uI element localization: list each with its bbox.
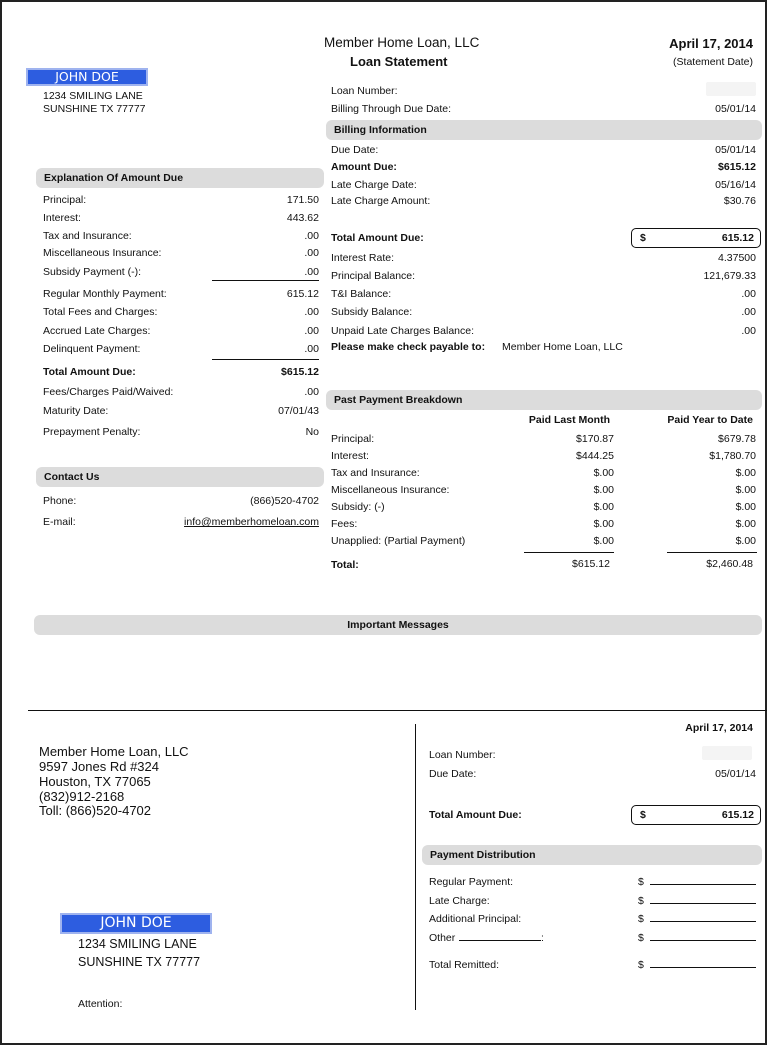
billing-balance-0-label: Interest Rate: <box>331 252 395 264</box>
past-payment-month-4: $.00 <box>593 501 614 513</box>
billing-item-3-row <box>331 194 756 208</box>
coupon-sender-line2: 9597 Jones Rd #324 <box>39 759 159 774</box>
coupon-total-value: 615.12 <box>721 809 754 821</box>
billing-information-heading: Billing Information <box>326 120 762 140</box>
coupon-due-date-value: 05/01/14 <box>715 768 756 780</box>
contact-email-link[interactable]: info@memberhomeloan.com <box>184 516 319 528</box>
billing-balance-0-value: 4.37500 <box>718 252 756 264</box>
coupon-sender-line5: Toll: (866)520-4702 <box>39 803 152 818</box>
explanation-payment-1-row <box>43 305 319 319</box>
statement-date-caption: (Statement Date) <box>673 56 753 68</box>
past-ytd-total-rule <box>667 552 757 553</box>
contact-phone-value[interactable]: (866)520-4702 <box>250 495 319 507</box>
explanation-extra-0-row <box>43 385 319 399</box>
billing-item-1-row <box>331 160 756 174</box>
explanation-subtotal-rule <box>212 280 319 281</box>
past-total-month: $615.12 <box>572 558 610 570</box>
past-total-row <box>331 558 756 572</box>
past-payment-label-2: Tax and Insurance: <box>331 467 420 479</box>
billing-balance-1-value: 121,679.33 <box>703 270 756 282</box>
dist-late-input[interactable] <box>650 894 756 904</box>
billing-total-amount-box <box>631 228 761 248</box>
coupon-due-date-label: Due Date: <box>429 768 477 780</box>
past-payment-row-3 <box>331 483 756 497</box>
past-payment-row-4 <box>331 500 756 514</box>
explanation-item-1-label: Interest: <box>43 212 81 224</box>
past-total-label: Total: <box>331 559 359 571</box>
dist-other-label: Other <box>429 932 456 944</box>
dist-other-input[interactable] <box>650 931 756 941</box>
explanation-item-2-label: Tax and Insurance: <box>43 230 132 242</box>
explanation-payment-2-row <box>43 324 319 338</box>
past-payment-ytd-6: $.00 <box>735 535 756 547</box>
dist-other-currency: $ <box>638 932 644 944</box>
explanation-item-1-value: 443.62 <box>286 212 319 224</box>
dist-other-description-input[interactable] <box>459 931 541 941</box>
past-payment-ytd-1: $1,780.70 <box>709 450 756 462</box>
past-payment-month-0: $170.87 <box>576 433 614 445</box>
explanation-item-2-row <box>43 229 319 243</box>
coupon-vertical-divider <box>415 724 416 1010</box>
dist-total-label: Total Remitted: <box>429 959 500 971</box>
billing-item-2-row <box>331 178 756 192</box>
billing-total-currency: $ <box>640 232 646 244</box>
explanation-item-3-row <box>43 246 319 260</box>
dist-row-other <box>429 931 759 945</box>
coupon-recipient-line1: 1234 SMILING LANE <box>78 937 197 951</box>
past-payment-row-0 <box>331 432 756 446</box>
loan-number-redaction <box>706 82 756 96</box>
dist-total-currency: $ <box>638 959 644 971</box>
billing-item-0-label: Due Date: <box>331 144 379 156</box>
dist-regular-label: Regular Payment: <box>429 876 514 888</box>
billing-item-3-label: Late Charge Amount: <box>331 195 431 207</box>
explanation-item-0-label: Principal: <box>43 194 87 206</box>
billing-total-label <box>331 231 531 245</box>
explanation-extra-1-row <box>43 404 319 418</box>
coupon-attention-label: Attention: <box>78 998 123 1010</box>
explanation-item-0-row <box>43 193 319 207</box>
coupon-date: April 17, 2014 <box>685 722 753 734</box>
contact-email-label: E-mail: <box>43 516 76 528</box>
explanation-item-4-label: Subsidy Payment (-): <box>43 266 142 278</box>
past-payment-ytd-0: $679.78 <box>718 433 756 445</box>
payment-distribution-heading: Payment Distribution <box>422 845 762 865</box>
past-payment-month-3: $.00 <box>593 484 614 496</box>
past-month-total-rule <box>524 552 614 553</box>
billing-item-0-value: 05/01/14 <box>715 144 756 156</box>
dist-additional-label: Additional Principal: <box>429 913 522 925</box>
explanation-payment-0-row <box>43 287 319 301</box>
explanation-extra-1-value: 07/01/43 <box>278 405 319 417</box>
statement-date: April 17, 2014 <box>669 36 753 51</box>
dist-additional-currency: $ <box>638 913 644 925</box>
dist-row-late <box>429 894 759 908</box>
explanation-payment-3-row <box>43 342 319 356</box>
billing-item-2-value: 05/16/14 <box>715 179 756 191</box>
billing-item-0-row <box>331 143 756 157</box>
billing-balance-3-label: Subsidy Balance: <box>331 306 413 318</box>
past-payment-month-2: $.00 <box>593 467 614 479</box>
dist-row-additional <box>429 912 759 926</box>
billing-item-1-label: Amount Due: <box>331 161 397 173</box>
past-payment-label-3: Miscellaneous Insurance: <box>331 484 450 496</box>
past-payment-heading: Past Payment Breakdown <box>326 390 762 410</box>
coupon-recipient-line2: SUNSHINE TX 77777 <box>78 955 201 969</box>
billing-balance-4-row <box>331 324 756 338</box>
explanation-payment-0-label: Regular Monthly Payment: <box>43 288 167 300</box>
payable-row <box>331 340 756 354</box>
contact-phone-row <box>43 494 319 508</box>
explanation-extra-2-value: No <box>305 426 319 438</box>
billing-item-3-value: $30.76 <box>723 195 756 207</box>
dist-regular-input[interactable] <box>650 875 756 885</box>
document-title: Loan Statement <box>350 54 448 69</box>
billing-balance-1-label: Principal Balance: <box>331 270 416 282</box>
billing-item-1-value: $615.12 <box>718 161 756 173</box>
billing-balance-3-row <box>331 305 756 319</box>
coupon-separator <box>28 710 767 711</box>
contact-phone-label: Phone: <box>43 495 77 507</box>
explanation-item-0-value: 171.50 <box>286 194 319 206</box>
explanation-item-4-row <box>43 265 319 279</box>
past-payment-month-6: $.00 <box>593 535 614 547</box>
explanation-item-4-value: .00 <box>304 266 319 278</box>
explanation-payment-1-value: .00 <box>304 306 319 318</box>
past-payment-month-5: $.00 <box>593 518 614 530</box>
billing-balance-2-label: T&I Balance: <box>331 288 392 300</box>
past-payment-row-6 <box>331 534 756 548</box>
billing-through-label: Billing Through Due Date: <box>331 103 452 115</box>
explanation-payment-1-label: Total Fees and Charges: <box>43 306 158 318</box>
dist-total-input[interactable] <box>650 958 756 968</box>
past-payment-ytd-4: $.00 <box>735 501 756 513</box>
coupon-sender-line4: (832)912-2168 <box>39 789 125 804</box>
coupon-total-label: Total Amount Due: <box>429 809 522 821</box>
dist-row-total <box>429 958 759 972</box>
dist-additional-input[interactable] <box>650 912 756 922</box>
billing-balance-0-row <box>331 251 756 265</box>
explanation-payment-3-value: .00 <box>304 343 319 355</box>
billing-through-value: 05/01/14 <box>715 103 756 115</box>
recipient-address-line1: 1234 SMILING LANE <box>43 90 143 102</box>
explanation-payment-2-label: Accrued Late Charges: <box>43 325 151 337</box>
billing-balance-2-row <box>331 287 756 301</box>
coupon-total-amount-box <box>631 805 761 825</box>
billing-balance-3-value: .00 <box>741 306 756 318</box>
past-payment-row-2 <box>331 466 756 480</box>
recipient-name-box: JOHN DOE <box>26 68 148 86</box>
billing-balance-2-value: .00 <box>741 288 756 300</box>
loan-number-row <box>331 84 756 98</box>
past-payment-row-5 <box>331 517 756 531</box>
explanation-total-value: $615.12 <box>281 366 319 378</box>
billing-total-label-text: Total Amount Due: <box>331 232 424 244</box>
billing-balance-4-label: Unpaid Late Charges Balance: <box>331 325 475 337</box>
dist-late-currency: $ <box>638 895 644 907</box>
dist-other-colon: : <box>541 932 544 944</box>
billing-total-value: 615.12 <box>721 232 754 244</box>
contact-email-row <box>43 515 319 529</box>
past-payment-ytd-5: $.00 <box>735 518 756 530</box>
explanation-extra-0-value: .00 <box>304 386 319 398</box>
billing-item-2-label: Late Charge Date: <box>331 179 417 191</box>
past-payment-month-1: $444.25 <box>576 450 614 462</box>
explanation-extra-2-label: Prepayment Penalty: <box>43 426 141 438</box>
explanation-payment-3-label: Delinquent Payment: <box>43 343 141 355</box>
coupon-total-currency: $ <box>640 809 646 821</box>
explanation-payment-2-value: .00 <box>304 325 319 337</box>
billing-balance-1-row <box>331 269 756 283</box>
dist-regular-currency: $ <box>638 876 644 888</box>
past-payment-label-1: Interest: <box>331 450 369 462</box>
explanation-item-1-row <box>43 211 319 225</box>
explanation-total-label: Total Amount Due: <box>43 366 136 378</box>
explanation-total-row <box>43 365 319 379</box>
past-payment-ytd-3: $.00 <box>735 484 756 496</box>
coupon-loan-number-label: Loan Number: <box>429 749 496 761</box>
recipient-address-line2: SUNSHINE TX 77777 <box>43 103 146 115</box>
coupon-total-label-row <box>429 808 619 822</box>
past-payment-row-1 <box>331 449 756 463</box>
explanation-item-2-value: .00 <box>304 230 319 242</box>
past-payment-label-4: Subsidy: (-) <box>331 501 385 513</box>
loan-number-label: Loan Number: <box>331 85 398 97</box>
explanation-extra-0-label: Fees/Charges Paid/Waived: <box>43 386 174 398</box>
past-total-ytd: $2,460.48 <box>706 558 753 570</box>
past-payment-label-5: Fees: <box>331 518 358 530</box>
past-col-year-to-date: Paid Year to Date <box>667 414 753 426</box>
coupon-recipient-name-box: JOHN DOE <box>60 913 212 934</box>
dist-late-label: Late Charge: <box>429 895 490 907</box>
past-payment-label-6: Unapplied: (Partial Payment) <box>331 535 466 547</box>
past-payment-ytd-2: $.00 <box>735 467 756 479</box>
explanation-extra-2-row <box>43 425 319 439</box>
explanation-heading: Explanation Of Amount Due <box>36 168 324 188</box>
coupon-loan-number-redaction <box>702 746 752 760</box>
payable-value: Member Home Loan, LLC <box>502 341 623 353</box>
company-name: Member Home Loan, LLC <box>324 35 480 50</box>
billing-balance-4-value: .00 <box>741 325 756 337</box>
billing-through-row <box>331 102 756 116</box>
explanation-total-rule <box>212 359 319 360</box>
explanation-payment-0-value: 615.12 <box>286 288 319 300</box>
coupon-sender-line3: Houston, TX 77065 <box>39 774 151 789</box>
dist-row-regular <box>429 875 759 889</box>
payable-label: Please make check payable to: <box>331 341 486 353</box>
past-col-last-month: Paid Last Month <box>528 414 610 426</box>
important-messages-heading: Important Messages <box>34 615 762 635</box>
explanation-extra-1-label: Maturity Date: <box>43 405 109 417</box>
coupon-due-date-row <box>429 767 756 781</box>
past-payment-label-0: Principal: <box>331 433 375 445</box>
explanation-item-3-label: Miscellaneous Insurance: <box>43 247 162 259</box>
coupon-sender-line1: Member Home Loan, LLC <box>39 744 189 759</box>
explanation-item-3-value: .00 <box>304 247 319 259</box>
contact-heading: Contact Us <box>36 467 324 487</box>
